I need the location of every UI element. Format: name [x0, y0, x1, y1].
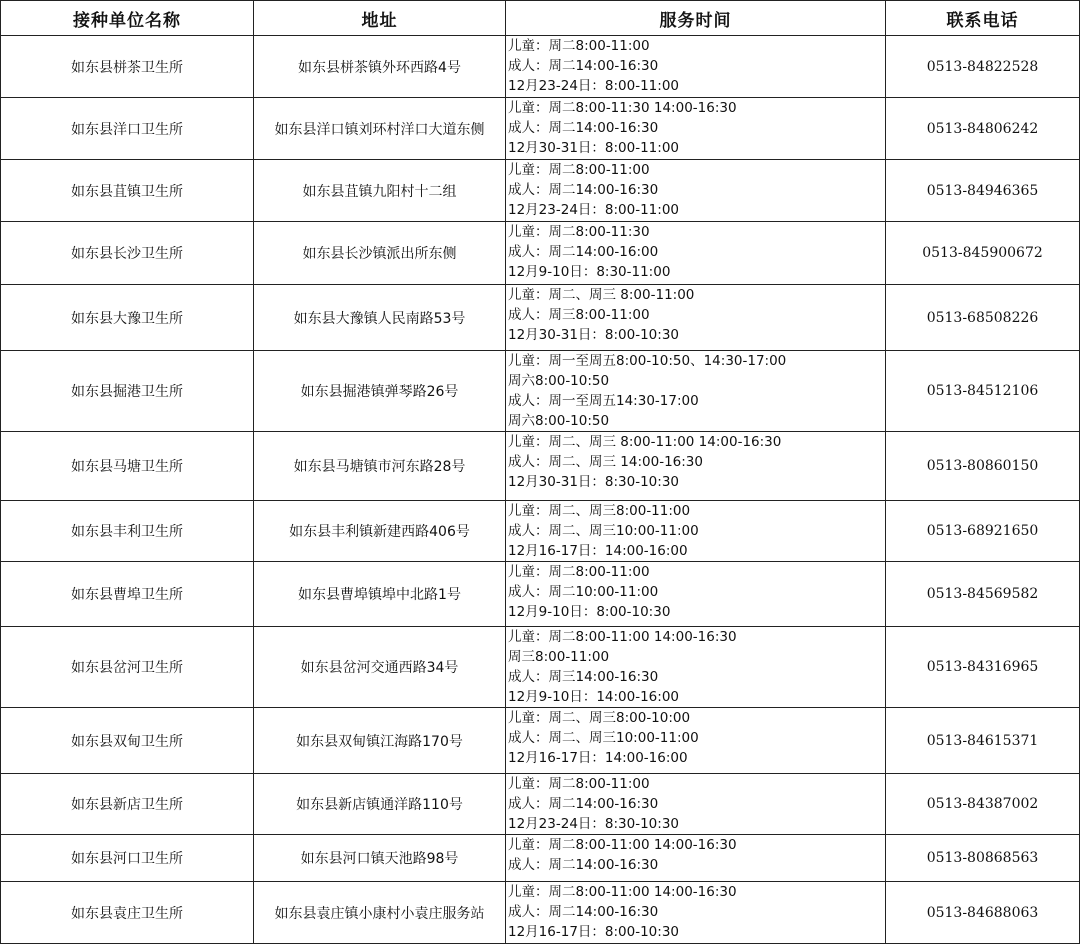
service-hours-cell	[506, 562, 886, 627]
address-cell: 如东县栟茶镇外环西路4号	[254, 36, 506, 98]
service-hours-line: 儿童：周二8:00-11:00 14:00-16:30	[508, 629, 737, 645]
table-row	[1, 222, 1080, 285]
header-address: 地址	[254, 1, 506, 36]
phone-cell: 0513-845900672	[886, 222, 1080, 285]
unit-name-cell: 如东县新店卫生所	[1, 774, 254, 835]
phone-cell: 0513-84569582	[886, 562, 1080, 627]
header-row	[1, 1, 1080, 36]
unit-name-cell: 如东县双甸卫生所	[1, 708, 254, 774]
phone-cell: 0513-68508226	[886, 285, 1080, 351]
phone-cell: 0513-84512106	[886, 351, 1080, 432]
address-cell: 如东县曹埠镇埠中北路1号	[254, 562, 506, 627]
phone-cell: 0513-84822528	[886, 36, 1080, 98]
address-cell: 如东县丰利镇新建西路406号	[254, 501, 506, 562]
service-hours-line: 12月23-24日：8:00-11:00	[508, 202, 679, 218]
address-cell: 如东县马塘镇市河东路28号	[254, 432, 506, 501]
unit-name-cell: 如东县大豫卫生所	[1, 285, 254, 351]
service-hours-line: 儿童：周二8:00-11:00	[508, 776, 650, 792]
service-hours-line: 儿童：周二8:00-11:00	[508, 162, 650, 178]
table-row	[1, 351, 1080, 432]
address-cell: 如东县掘港镇弹琴路26号	[254, 351, 506, 432]
phone-cell: 0513-80868563	[886, 835, 1080, 882]
service-hours-line: 儿童：周二8:00-11:00	[508, 38, 650, 54]
service-hours-cell	[506, 222, 886, 285]
service-hours-cell	[506, 627, 886, 708]
phone-cell: 0513-84946365	[886, 160, 1080, 222]
table-row	[1, 562, 1080, 627]
service-hours-line: 成人：周二、周三 14:00-16:30	[508, 454, 703, 470]
unit-name-cell: 如东县岔河卫生所	[1, 627, 254, 708]
unit-name-cell: 如东县曹埠卫生所	[1, 562, 254, 627]
phone-cell: 0513-84316965	[886, 627, 1080, 708]
service-hours-line: 成人：周二14:00-16:30	[508, 58, 659, 74]
service-hours-line: 成人：周二、周三10:00-11:00	[508, 523, 699, 539]
service-hours-line: 儿童：周二8:00-11:30	[508, 224, 650, 240]
service-hours-line: 12月30-31日：8:00-10:30	[508, 327, 679, 343]
address-cell: 如东县袁庄镇小康村小袁庄服务站	[254, 882, 506, 944]
service-hours-line: 周六8:00-10:50	[508, 413, 610, 429]
service-hours-line: 儿童：周二、周三8:00-11:00	[508, 503, 691, 519]
service-hours-line: 成人：周二14:00-16:30	[508, 796, 659, 812]
service-hours-line: 儿童：周二、周三 8:00-11:00 14:00-16:30	[508, 434, 782, 450]
service-hours-line: 儿童：周一至周五8:00-10:50、14:30-17:00	[508, 353, 787, 369]
service-hours-line: 儿童：周二8:00-11:00	[508, 564, 650, 580]
table-row	[1, 835, 1080, 882]
phone-cell: 0513-84688063	[886, 882, 1080, 944]
phone-cell: 0513-84615371	[886, 708, 1080, 774]
header-phone: 联系电话	[886, 1, 1080, 36]
service-hours-line: 儿童：周二、周三8:00-10:00	[508, 710, 691, 726]
address-cell: 如东县双甸镇江海路170号	[254, 708, 506, 774]
unit-name-cell: 如东县袁庄卫生所	[1, 882, 254, 944]
address-cell: 如东县岔河交通西路34号	[254, 627, 506, 708]
phone-cell: 0513-80860150	[886, 432, 1080, 501]
service-hours-line: 12月23-24日：8:00-11:00	[508, 78, 679, 94]
table-row	[1, 501, 1080, 562]
service-hours-line: 儿童：周二、周三 8:00-11:00	[508, 287, 695, 303]
unit-name-cell: 如东县洋口卫生所	[1, 98, 254, 160]
service-hours-line: 成人：周二14:00-16:30	[508, 904, 659, 920]
service-hours-cell	[506, 708, 886, 774]
table-row	[1, 160, 1080, 222]
service-hours-cell	[506, 432, 886, 501]
service-hours-line: 12月9-10日：8:30-11:00	[508, 264, 671, 280]
service-hours-line: 成人：周一至周五14:30-17:00	[508, 393, 699, 409]
unit-name-cell: 如东县丰利卫生所	[1, 501, 254, 562]
table-row	[1, 98, 1080, 160]
address-cell: 如东县河口镇天池路98号	[254, 835, 506, 882]
service-hours-line: 12月9-10日：8:00-10:30	[508, 604, 671, 620]
service-hours-cell	[506, 774, 886, 835]
service-hours-cell	[506, 285, 886, 351]
service-hours-cell	[506, 98, 886, 160]
unit-name-cell: 如东县苴镇卫生所	[1, 160, 254, 222]
header-service-hours: 服务时间	[506, 1, 886, 36]
service-hours-line: 周三8:00-11:00	[508, 649, 610, 665]
header-unit-name: 接种单位名称	[1, 1, 254, 36]
phone-cell: 0513-84387002	[886, 774, 1080, 835]
address-cell: 如东县大豫镇人民南路53号	[254, 285, 506, 351]
service-hours-line: 成人：周三14:00-16:30	[508, 669, 659, 685]
service-hours-line: 儿童：周二8:00-11:00 14:00-16:30	[508, 884, 737, 900]
service-hours-line: 周六8:00-10:50	[508, 373, 610, 389]
service-hours-cell	[506, 501, 886, 562]
service-hours-line: 成人：周二14:00-16:30	[508, 182, 659, 198]
phone-cell: 0513-68921650	[886, 501, 1080, 562]
address-cell: 如东县苴镇九阳村十二组	[254, 160, 506, 222]
service-hours-line: 成人：周二、周三10:00-11:00	[508, 730, 699, 746]
table-row	[1, 36, 1080, 98]
unit-name-cell: 如东县河口卫生所	[1, 835, 254, 882]
service-hours-cell	[506, 351, 886, 432]
table-row	[1, 627, 1080, 708]
service-hours-line: 12月9-10日：14:00-16:00	[508, 689, 679, 705]
unit-name-cell: 如东县掘港卫生所	[1, 351, 254, 432]
service-hours-line: 12月16-17日：14:00-16:00	[508, 750, 688, 766]
table-row	[1, 882, 1080, 944]
service-hours-line: 12月16-17日：14:00-16:00	[508, 543, 688, 559]
service-hours-line: 成人：周二14:00-16:30	[508, 857, 659, 873]
service-hours-line: 12月16-17日：8:00-10:30	[508, 924, 679, 940]
service-hours-cell	[506, 36, 886, 98]
unit-name-cell: 如东县栟茶卫生所	[1, 36, 254, 98]
service-hours-cell	[506, 835, 886, 882]
service-hours-line: 成人：周二14:00-16:30	[508, 120, 659, 136]
address-cell: 如东县洋口镇刘环村洋口大道东侧	[254, 98, 506, 160]
service-hours-line: 12月30-31日：8:00-11:00	[508, 140, 679, 156]
address-cell: 如东县长沙镇派出所东侧	[254, 222, 506, 285]
phone-cell: 0513-84806242	[886, 98, 1080, 160]
service-hours-line: 儿童：周二8:00-11:30 14:00-16:30	[508, 100, 737, 116]
service-hours-line: 12月30-31日：8:30-10:30	[508, 474, 679, 490]
address-cell: 如东县新店镇通洋路110号	[254, 774, 506, 835]
table-row	[1, 432, 1080, 501]
service-hours-line: 儿童：周二8:00-11:00 14:00-16:30	[508, 837, 737, 853]
service-hours-line: 成人：周三8:00-11:00	[508, 307, 650, 323]
unit-name-cell: 如东县马塘卫生所	[1, 432, 254, 501]
table-row	[1, 708, 1080, 774]
service-hours-cell	[506, 160, 886, 222]
service-hours-cell	[506, 882, 886, 944]
table-row	[1, 285, 1080, 351]
table-body	[1, 36, 1080, 944]
table-row	[1, 774, 1080, 835]
unit-name-cell: 如东县长沙卫生所	[1, 222, 254, 285]
service-hours-line: 成人：周二14:00-16:00	[508, 244, 659, 260]
service-hours-line: 12月23-24日：8:30-10:30	[508, 816, 679, 832]
service-hours-line: 成人：周二10:00-11:00	[508, 584, 659, 600]
